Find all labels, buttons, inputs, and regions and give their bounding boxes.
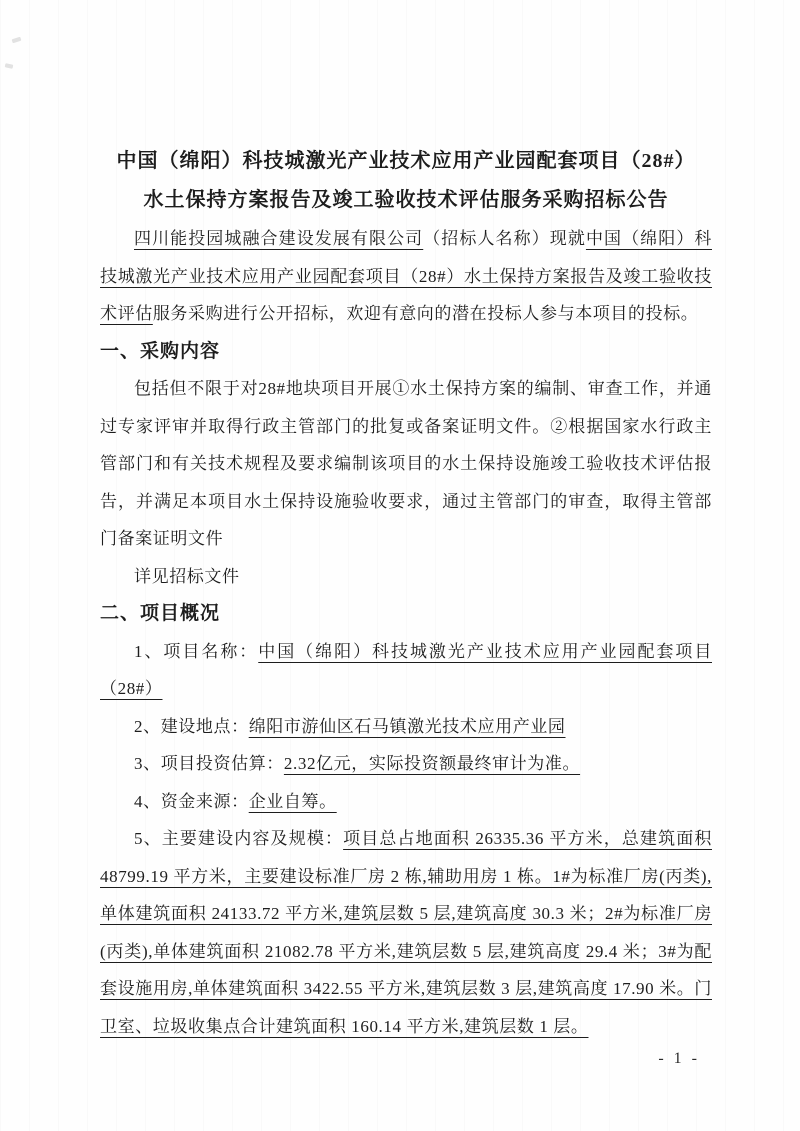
procurement-content-paragraph: 包括但不限于对28#地块项目开展①水土保持方案的编制、审查工作，并通过专家评审并取得行政主管部门的批复或备案证明文件。②根据国家水行政主管部门和有关技术规程及要求编制该项目的水土保持设施竣工验收技术评估报告，并满足本项目水土保持设施验收要求，通过主管部门的审查，取得主管部门备案证明文件: [100, 379, 712, 548]
section-heading-procurement-content: 一、采购内容: [100, 340, 221, 362]
list-item-funding-source: [100, 783, 712, 821]
item-value: 绵阳市游仙区石马镇激光技术应用产业园: [248, 716, 566, 736]
item-label: 3、项目投资估算：: [134, 754, 284, 773]
item-value: 2.32亿元，实际投资额最终审计为准。: [283, 754, 581, 773]
project-name-underlined: 中国（绵阳）科技城激光产业技术应用产业园配套项目（28#）水土保持方案报告及竣工验收技术评估: [100, 229, 712, 323]
scan-speck: [12, 37, 22, 44]
item-value: 项目总占地面积 26335.36 平方米，总建筑面积 48799.19 平方米，主要建设标准厂房 2 栋,辅助用房 1 栋。1#为标准厂房(丙类),单体建筑面积 24133.72 平方米,建筑层数 5 层,建筑高度 30.3 米；2#为标准厂房(丙类),单体建筑面积 21082.78 平方米,建筑层数 5 层,建筑高度 29.4 米；3#为配套设施用房,单体建筑面积 3422.55 平方米,建筑层数 3 层,建筑高度 17.90 米。门卫室、垃圾收集点合计建筑面积 160.14 平方米,建筑层数 1 层。: [100, 829, 712, 1036]
bidder-name-underlined: 四川能投园城融合建设发展有限公司: [134, 229, 424, 248]
item-label: 1、项目名称：: [134, 641, 259, 661]
intro-plain-text-1: （招标人名称）现就: [423, 229, 586, 248]
list-item-investment-estimate: [100, 745, 712, 783]
document-title: [100, 142, 712, 220]
item-value: 企业自筹。: [248, 791, 337, 811]
list-item-project-name: [100, 633, 712, 708]
list-item-construction-site: [100, 708, 712, 746]
see-tender-document-note: 详见招标文件: [134, 566, 240, 586]
intro-paragraph: [100, 220, 712, 333]
item-label: 2、建设地点：: [134, 716, 249, 736]
item-value: 中国（绵阳）科技城激光产业技术应用产业园配套项目（28#）: [100, 641, 712, 698]
scan-speck: [5, 63, 14, 69]
title-line-2: 水土保持方案报告及竣工验收技术评估服务采购招标公告: [143, 189, 669, 211]
document-content: [100, 142, 712, 1045]
page-number: - 1 -: [658, 1050, 700, 1067]
intro-plain-text-2: 服务采购进行公开招标，欢迎有意向的潜在投标人参与本项目的投标。: [152, 304, 699, 323]
item-label: 4、资金来源：: [134, 791, 249, 811]
item-label: 5、主要建设内容及规模：: [134, 829, 344, 848]
section-heading-project-overview: 二、项目概况: [100, 603, 221, 624]
list-item-construction-scale: [100, 820, 712, 1045]
title-line-1: 中国（绵阳）科技城激光产业技术应用产业园配套项目（28#）: [116, 150, 696, 172]
